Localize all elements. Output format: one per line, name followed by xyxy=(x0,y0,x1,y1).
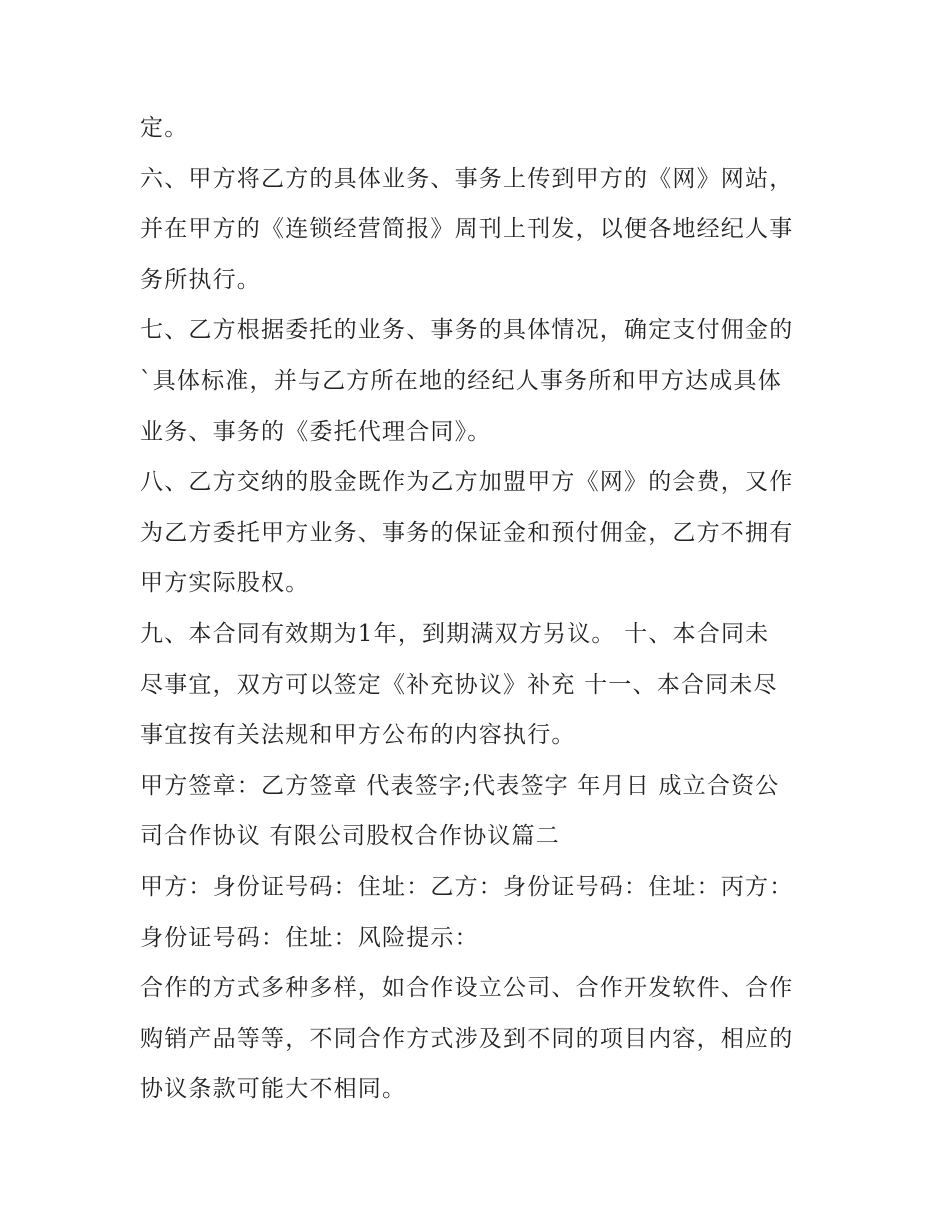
text-line-4: 务所执行。 xyxy=(140,266,261,293)
text-line-18: 合作的方式多种多样，如合作设立公司、合作开发软件、合作 xyxy=(140,975,794,1002)
text-line-6: `具体标准，并与乙方所在地的经纪人事务所和甲方达成具体 xyxy=(140,367,782,394)
text-line-17: 身份证号码：住址：风险提示： xyxy=(140,924,479,951)
text-line-3: 并在甲方的《连锁经营简报》周刊上刊发，以便各地经纪人事 xyxy=(140,216,794,243)
text-line-7: 业务、事务的《委托代理合同》。 xyxy=(140,418,492,445)
text-line-16: 甲方：身份证号码：住址：乙方：身份证号码：住址：丙方： xyxy=(140,873,794,900)
text-line-13: 事宜按有关法规和甲方公布的内容执行。 xyxy=(140,722,576,749)
text-line-5: 七、乙方根据委托的业务、事务的具体情况，确定支付佣金的 xyxy=(140,317,794,344)
text-line-14: 甲方签章：乙方签章 代表签字;代表签字 年月日 成立合资公 xyxy=(140,772,780,799)
text-line-20: 协议条款可能大不相同。 xyxy=(140,1076,407,1103)
text-line-19: 购销产品等等，不同合作方式涉及到不同的项目内容，相应的 xyxy=(140,1025,794,1052)
text-line-11: 九、本合同有效期为1年，到期满双方另议。 十、本合同未 xyxy=(140,620,770,647)
text-line-12: 尽事宜，双方可以签定《补充协议》补充 十一、本合同未尽 xyxy=(140,671,778,698)
text-line-9: 为乙方委托甲方业务、事务的保证金和预付佣金，乙方不拥有 xyxy=(140,519,794,546)
document-body xyxy=(140,103,820,1115)
text-line-1: 定。 xyxy=(140,115,189,141)
text-line-2: 六、甲方将乙方的具体业务、事务上传到甲方的《网》网站， xyxy=(140,165,794,192)
text-line-15: 司合作协议 有限公司股权合作协议篇二 xyxy=(140,823,560,850)
text-line-10: 甲方实际股权。 xyxy=(140,570,310,597)
text-line-8: 八、乙方交纳的股金既作为乙方加盟甲方《网》的会费，又作 xyxy=(140,469,794,496)
